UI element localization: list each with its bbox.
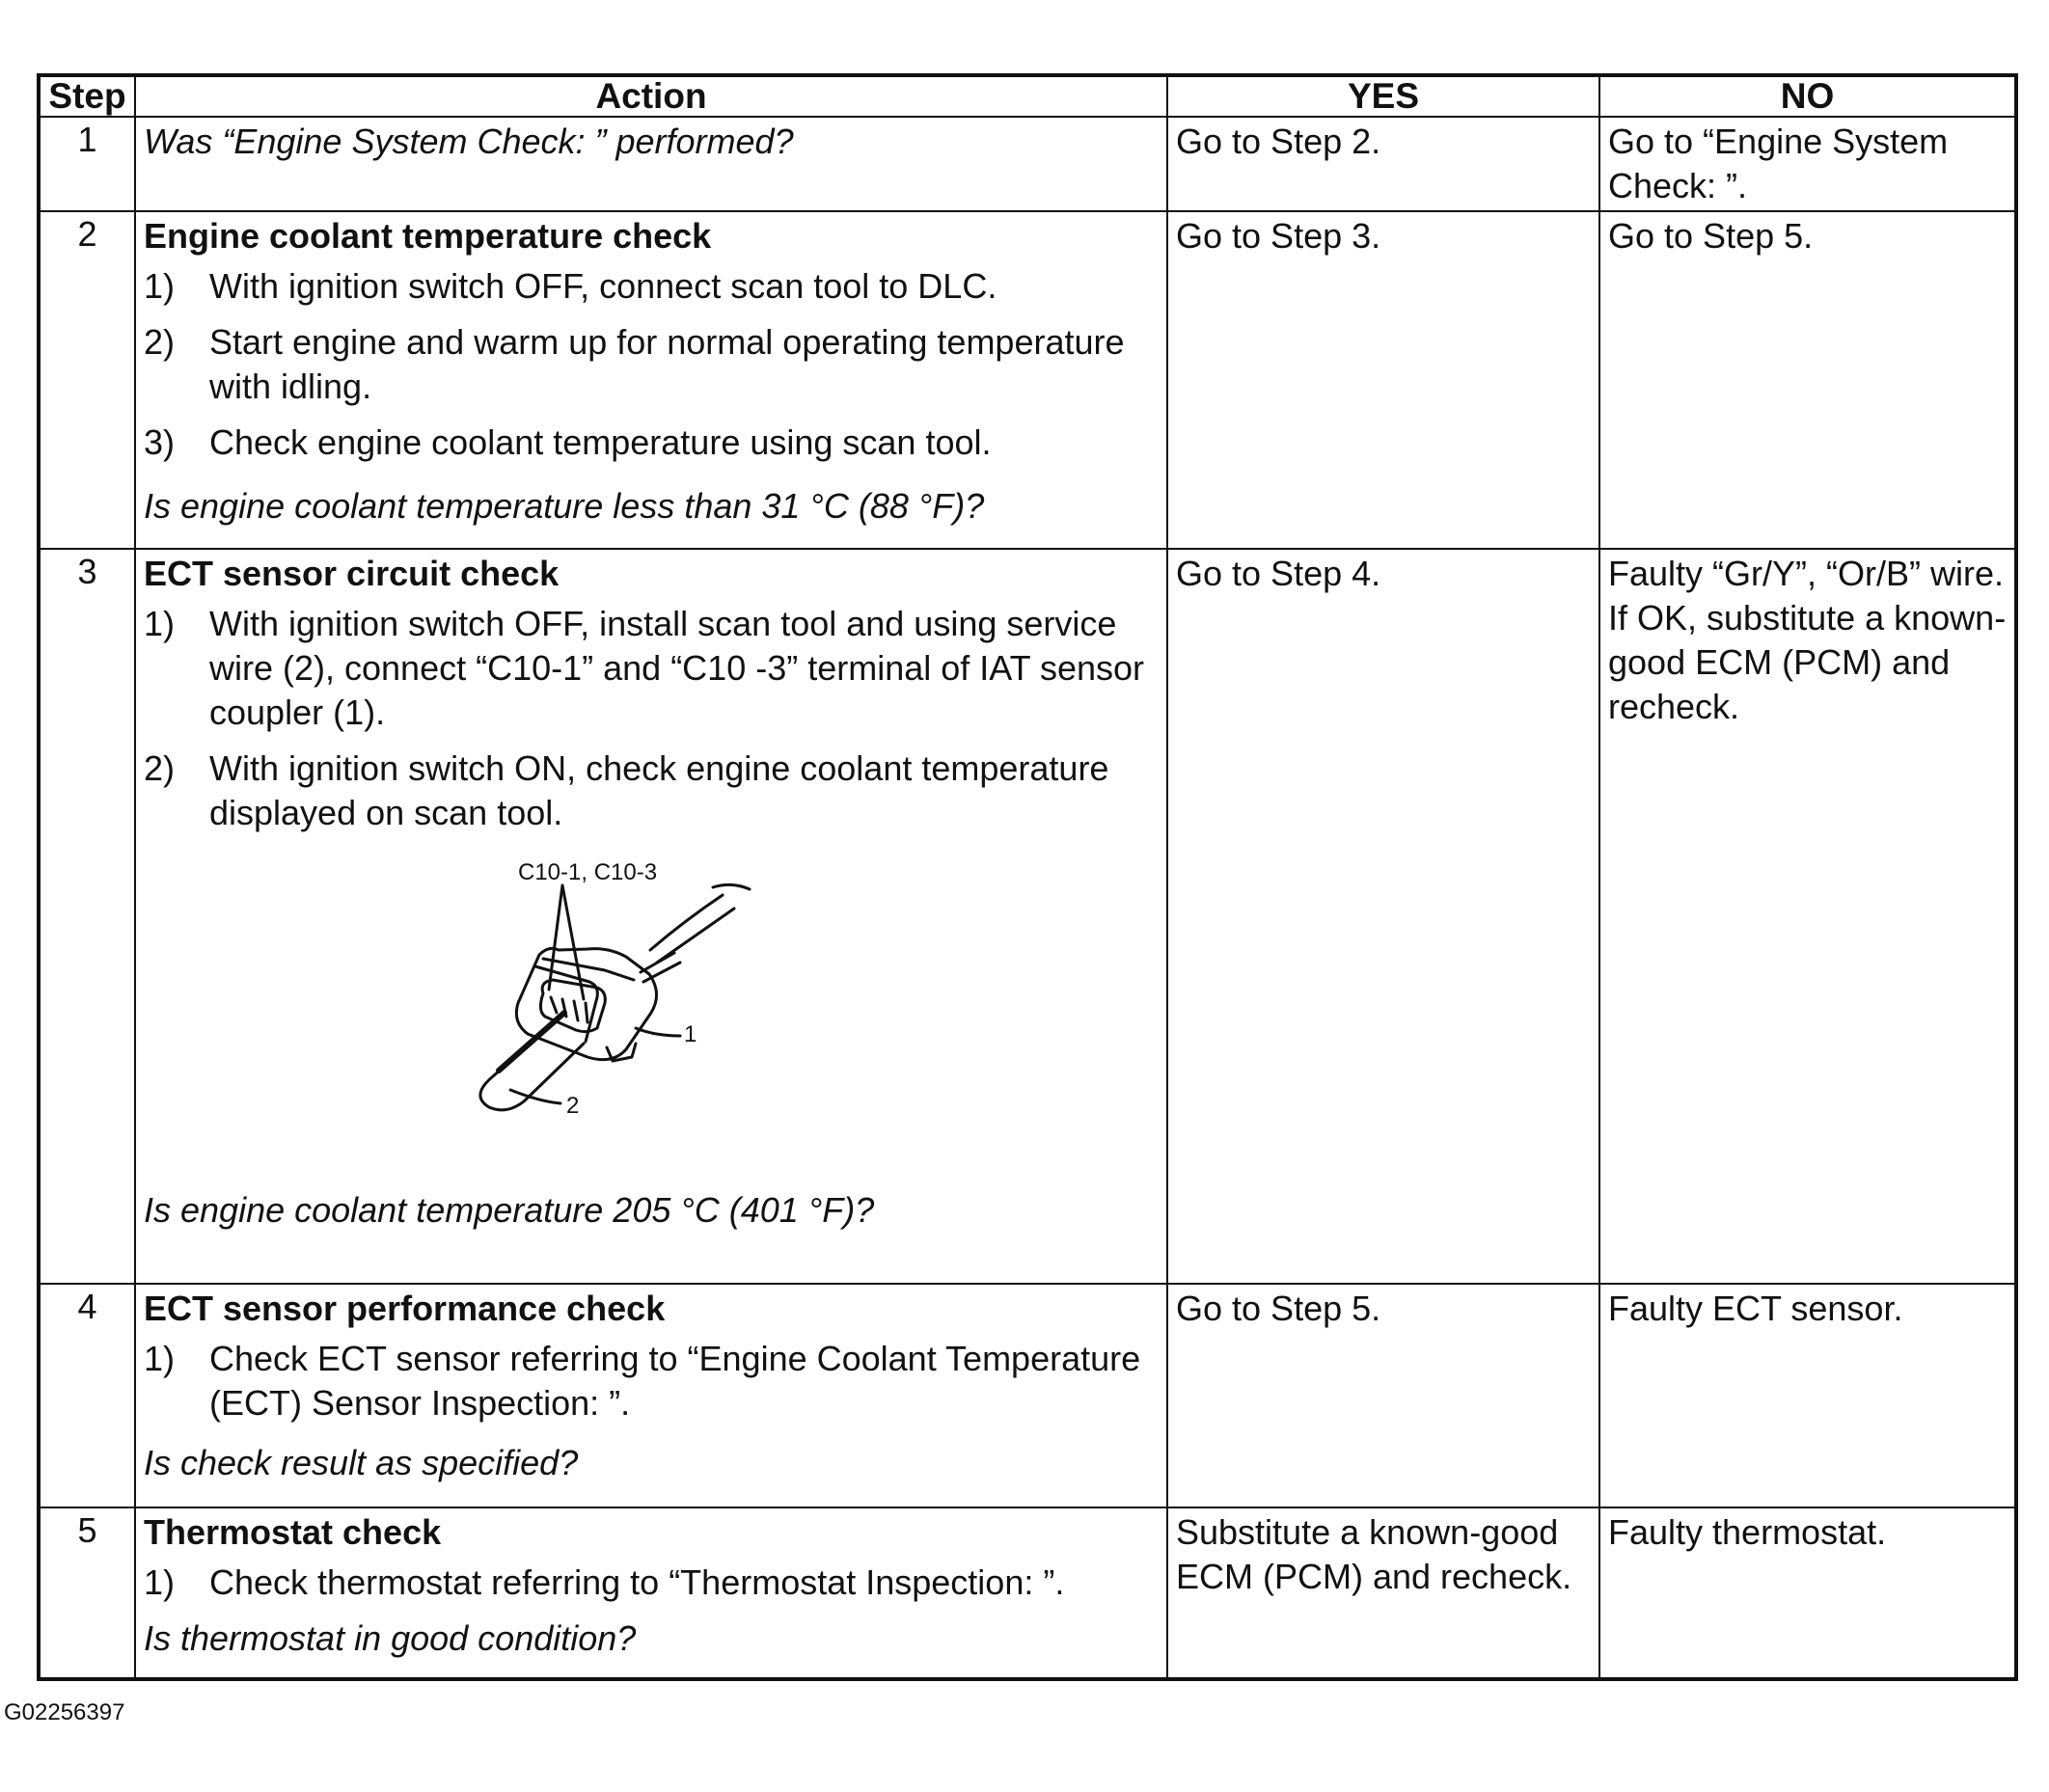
- item-number: 1): [144, 604, 176, 643]
- table-row: [39, 117, 2016, 211]
- action-cell: [135, 117, 1167, 211]
- list-item: [144, 747, 1159, 835]
- no-result: Faulty “Gr/Y”, “Or/B” wire. If OK, substitute a known-good ECM (PCM) and recheck.: [1599, 549, 2016, 1284]
- list-item: [144, 1561, 1159, 1605]
- step-title: ECT sensor circuit check: [144, 554, 560, 593]
- step-question: Is engine coolant temperature less than 31 °C (88 °F)?: [144, 486, 985, 526]
- list-item: [144, 1337, 1159, 1425]
- procedure-list: [144, 1561, 1159, 1605]
- header-yes: YES: [1167, 75, 1599, 117]
- no-result: Faulty thermostat.: [1599, 1507, 2016, 1679]
- diagnostic-table: [37, 73, 2018, 1681]
- item-number: 1): [144, 1562, 176, 1602]
- step-question: Is thermostat in good condition?: [144, 1618, 637, 1658]
- item-text: Check ECT sensor referring to “Engine Coolant Temperature (ECT) Sensor Inspection: ”.: [209, 1339, 1141, 1423]
- item-number: 2): [144, 322, 176, 362]
- header-action: Action: [135, 75, 1167, 117]
- list-item: [144, 320, 1159, 409]
- step-question: Is check result as specified?: [144, 1443, 579, 1482]
- callout-coupler: 1: [684, 1021, 697, 1047]
- yes-result: Go to Step 5.: [1167, 1284, 1599, 1507]
- table-row: [39, 211, 2016, 549]
- action-cell: [135, 1507, 1167, 1679]
- list-item: [144, 264, 1159, 309]
- step-title: Thermostat check: [144, 1512, 442, 1552]
- item-text: Check engine coolant temperature using scan tool.: [209, 422, 992, 462]
- step-title: ECT sensor performance check: [144, 1289, 666, 1328]
- step-number: 2: [39, 211, 135, 549]
- step-number: 1: [39, 117, 135, 211]
- item-text: With ignition switch OFF, connect scan tool to DLC.: [209, 266, 997, 306]
- list-item: [144, 602, 1159, 735]
- item-number: 2): [144, 748, 176, 788]
- figure-id: G02256397: [4, 1699, 125, 1725]
- table-row: [39, 549, 2016, 1284]
- header-step: Step: [39, 75, 135, 117]
- item-number: 1): [144, 1339, 176, 1378]
- item-text: With ignition switch ON, check engine coolant temperature displayed on scan tool.: [209, 748, 1109, 832]
- yes-result: Go to Step 4.: [1167, 549, 1599, 1284]
- item-text: Check thermostat referring to “Thermostat Inspection: ”.: [209, 1562, 1065, 1602]
- yes-result: Go to Step 3.: [1167, 211, 1599, 549]
- item-text: With ignition switch OFF, install scan tool and using service wire (2), connect “C10-1” and “C10 -3” terminal of IAT sensor coupler (1).: [209, 604, 1145, 732]
- procedure-list: [144, 602, 1159, 835]
- callout-service-wire: 2: [566, 1093, 580, 1119]
- table-row: [39, 1284, 2016, 1507]
- yes-result: Go to Step 2.: [1167, 117, 1599, 211]
- item-number: 1): [144, 266, 176, 306]
- procedure-list: [144, 264, 1159, 465]
- item-text: Start engine and warm up for normal operating temperature with idling.: [209, 322, 1125, 406]
- terminal-label: C10-1, C10-3: [518, 859, 658, 885]
- step-title: Engine coolant temperature check: [144, 216, 712, 256]
- step-number: 5: [39, 1507, 135, 1679]
- sensor-coupler-figure: [443, 858, 771, 1148]
- step-question: Was “Engine System Check: ” performed?: [144, 122, 794, 161]
- step-number: 3: [39, 549, 135, 1284]
- item-number: 3): [144, 422, 176, 462]
- table-header-row: [39, 75, 2016, 117]
- procedure-list: [144, 1337, 1159, 1425]
- action-cell: [135, 211, 1167, 549]
- no-result: Go to “Engine System Check: ”.: [1599, 117, 2016, 211]
- no-result: Faulty ECT sensor.: [1599, 1284, 2016, 1507]
- table-row: [39, 1507, 2016, 1679]
- yes-result: Substitute a known-good ECM (PCM) and recheck.: [1167, 1507, 1599, 1679]
- list-item: [144, 421, 1159, 465]
- step-question: Is engine coolant temperature 205 °C (401 °F)?: [144, 1190, 875, 1230]
- step-number: 4: [39, 1284, 135, 1507]
- header-no: NO: [1599, 75, 2016, 117]
- action-cell: [135, 549, 1167, 1284]
- no-result: Go to Step 5.: [1599, 211, 2016, 549]
- action-cell: [135, 1284, 1167, 1507]
